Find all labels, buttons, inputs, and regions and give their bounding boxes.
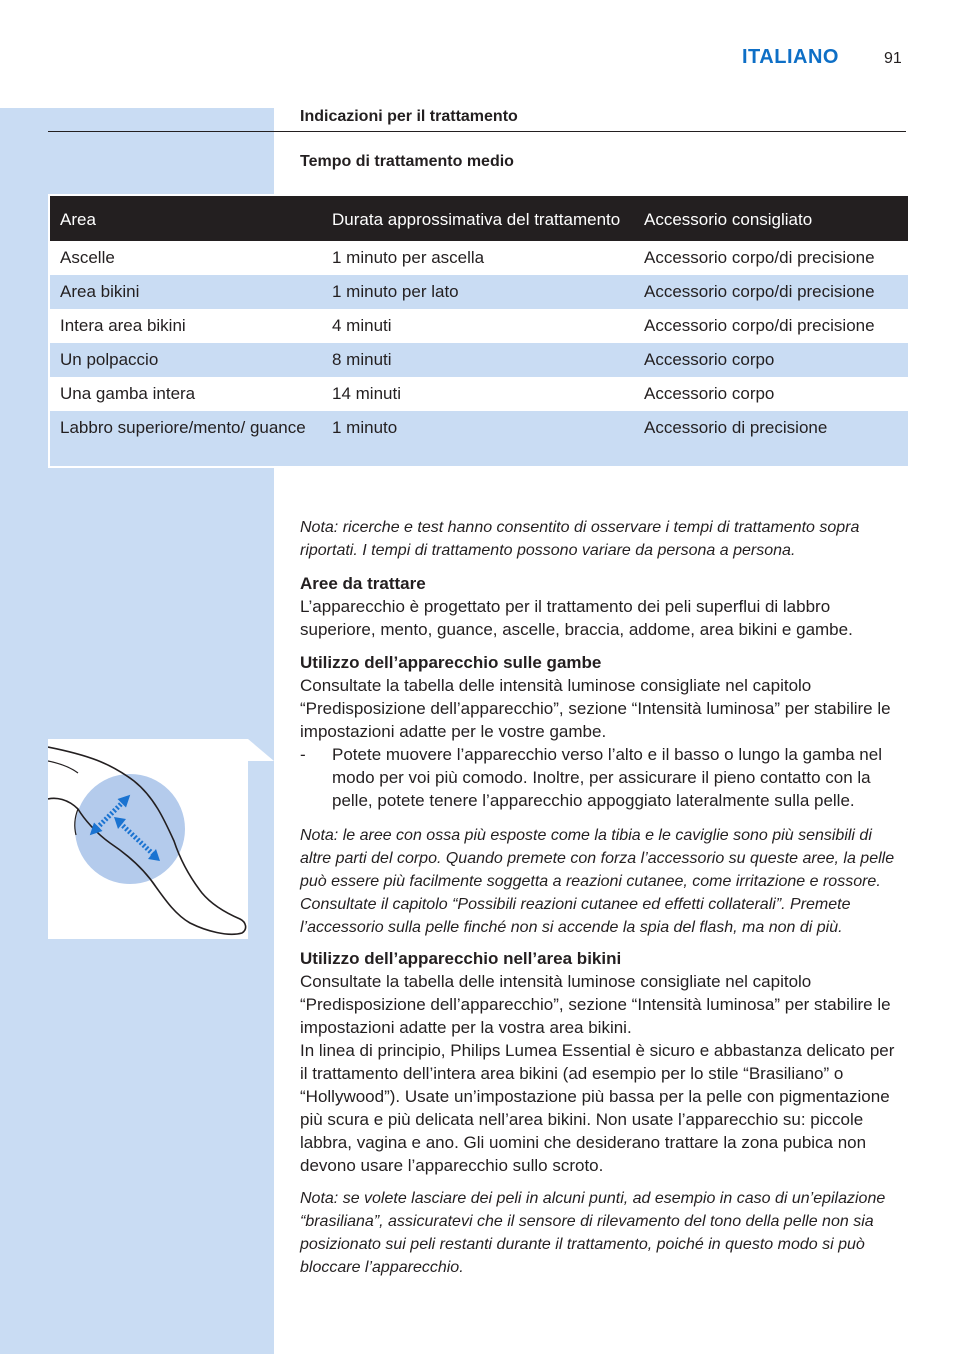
header-accessory: Accessorio consigliato xyxy=(634,195,909,241)
cell-duration: 1 minuto per lato xyxy=(322,275,634,309)
bullet-dash: - xyxy=(300,745,306,764)
cell-area: Area bikini xyxy=(49,275,322,309)
table-row xyxy=(49,275,909,309)
cell-accessory: Accessorio corpo/di precisione xyxy=(634,241,909,275)
leg-treatment-illustration xyxy=(48,739,248,939)
knee-crease xyxy=(48,761,78,773)
table-row xyxy=(49,241,909,275)
page-number: 91 xyxy=(884,50,902,67)
cell-duration: 4 minuti xyxy=(322,309,634,343)
areas-heading: Aree da trattare xyxy=(300,574,426,593)
legs-bullet-text: Potete muovere l’apparecchio verso l’alto e il basso o lungo la gamba nel modo per voi più comodo. Inoltre, per assicurare il pieno contatto con la pelle, potete tenere l’apparecchio appoggiato lateralmente sulla pelle. xyxy=(332,745,882,810)
cell-accessory: Accessorio corpo/di precisione xyxy=(634,275,909,309)
cell-accessory: Accessorio di precisione xyxy=(634,411,909,467)
cell-area: Intera area bikini xyxy=(49,309,322,343)
treatment-time-table xyxy=(48,194,910,468)
table-row xyxy=(49,411,909,467)
section-divider xyxy=(48,131,906,132)
bikini-note-text: Nota: se volete lasciare dei peli in alcuni punti, ad esempio in caso di un’epilazione “brasiliana”, assicuratevi che il sensore di rilevamento del tono della pelle non sia posizionato sui peli restanti durante il trattamento, poiché in questo modo si può bloccare l’apparecchio. xyxy=(300,1190,886,1276)
legs-heading: Utilizzo dell’apparecchio sulle gambe xyxy=(300,653,602,672)
header-area: Area xyxy=(49,195,322,241)
areas-text: L’apparecchio è progettato per il trattamento dei peli superflui di labbro superiore, mento, guance, ascelle, braccia, addome, area bikini e gambe. xyxy=(300,597,853,639)
language-label: ITALIANO xyxy=(742,46,839,68)
table-header-row xyxy=(49,195,909,241)
table-row xyxy=(49,343,909,377)
cell-duration: 1 minuto per ascella xyxy=(322,241,634,275)
cell-area: Ascelle xyxy=(49,241,322,275)
cell-area: Un polpaccio xyxy=(49,343,322,377)
cell-duration: 14 minuti xyxy=(322,377,634,411)
section-areas xyxy=(300,572,906,641)
illustration-pointer xyxy=(248,739,274,761)
bikini-heading: Utilizzo dell’apparecchio nell’area bikini xyxy=(300,949,622,968)
cell-area: Una gamba intera xyxy=(49,377,322,411)
section-legs xyxy=(300,651,906,812)
cell-area: Labbro superiore/mento/ guance xyxy=(49,411,322,467)
bikini-text-2: In linea di principio, Philips Lumea Essential è sicuro e abbastanza delicato per il trattamento dell’intera area bikini (ad esempio per lo stile “Brasiliano” o “Hollywood”). Usate un’impostazione più bassa per la pelle con pigmentazione più scura e più delicata nell’area bikini. Non usate l’apparecchio su: piccole labbra, vagina e ano. Gli uomini che desiderano trattare la zona pubica non devono usare l’apparecchio sullo scroto. xyxy=(300,1041,895,1175)
table-title: Tempo di trattamento medio xyxy=(300,153,514,170)
section-title: Indicazioni per il trattamento xyxy=(300,108,518,125)
table-row xyxy=(49,377,909,411)
section-bikini xyxy=(300,947,906,1177)
legs-bullet xyxy=(300,743,906,812)
cell-accessory: Accessorio corpo/di precisione xyxy=(634,309,909,343)
cell-duration: 8 minuti xyxy=(322,343,634,377)
legs-text: Consultate la tabella delle intensità luminose consigliate nel capitolo “Predisposizione dell’apparecchio”, sezione “Intensità luminosa” per stabilire le impostazioni adatte per le vostre gambe. xyxy=(300,676,891,741)
note-treatment-times xyxy=(300,516,906,562)
note-bikini xyxy=(300,1187,906,1279)
legs-note-text: Nota: le aree con ossa più esposte come la tibia e le caviglie sono più sensibili di altre parti del corpo. Quando premete con forza l’accessorio su queste aree, la pelle può essere più facilmente soggetta a reazioni cutanee, come irritazione e rossore. Consultate il capitolo “Possibili reazioni cutanee ed effetti collaterali”. Premete l’accessorio sulla pelle finché non si accende la spia del flash, ma non di più. xyxy=(300,827,895,936)
note-text: Nota: ricerche e test hanno consentito di osservare i tempi di trattamento sopra riportati. I tempi di trattamento possono variare da persona a persona. xyxy=(300,519,860,559)
table-row xyxy=(49,309,909,343)
note-legs xyxy=(300,824,906,939)
leg-illustration-svg xyxy=(48,739,248,939)
cell-accessory: Accessorio corpo xyxy=(634,377,909,411)
cell-duration: 1 minuto xyxy=(322,411,634,467)
cell-accessory: Accessorio corpo xyxy=(634,343,909,377)
header-duration: Durata approssimativa del trattamento xyxy=(322,195,634,241)
bikini-text-1: Consultate la tabella delle intensità luminose consigliate nel capitolo “Predisposizione dell’apparecchio”, sezione “Intensità luminosa” per stabilire le impostazioni adatte per la vostra area bikini. xyxy=(300,972,891,1037)
